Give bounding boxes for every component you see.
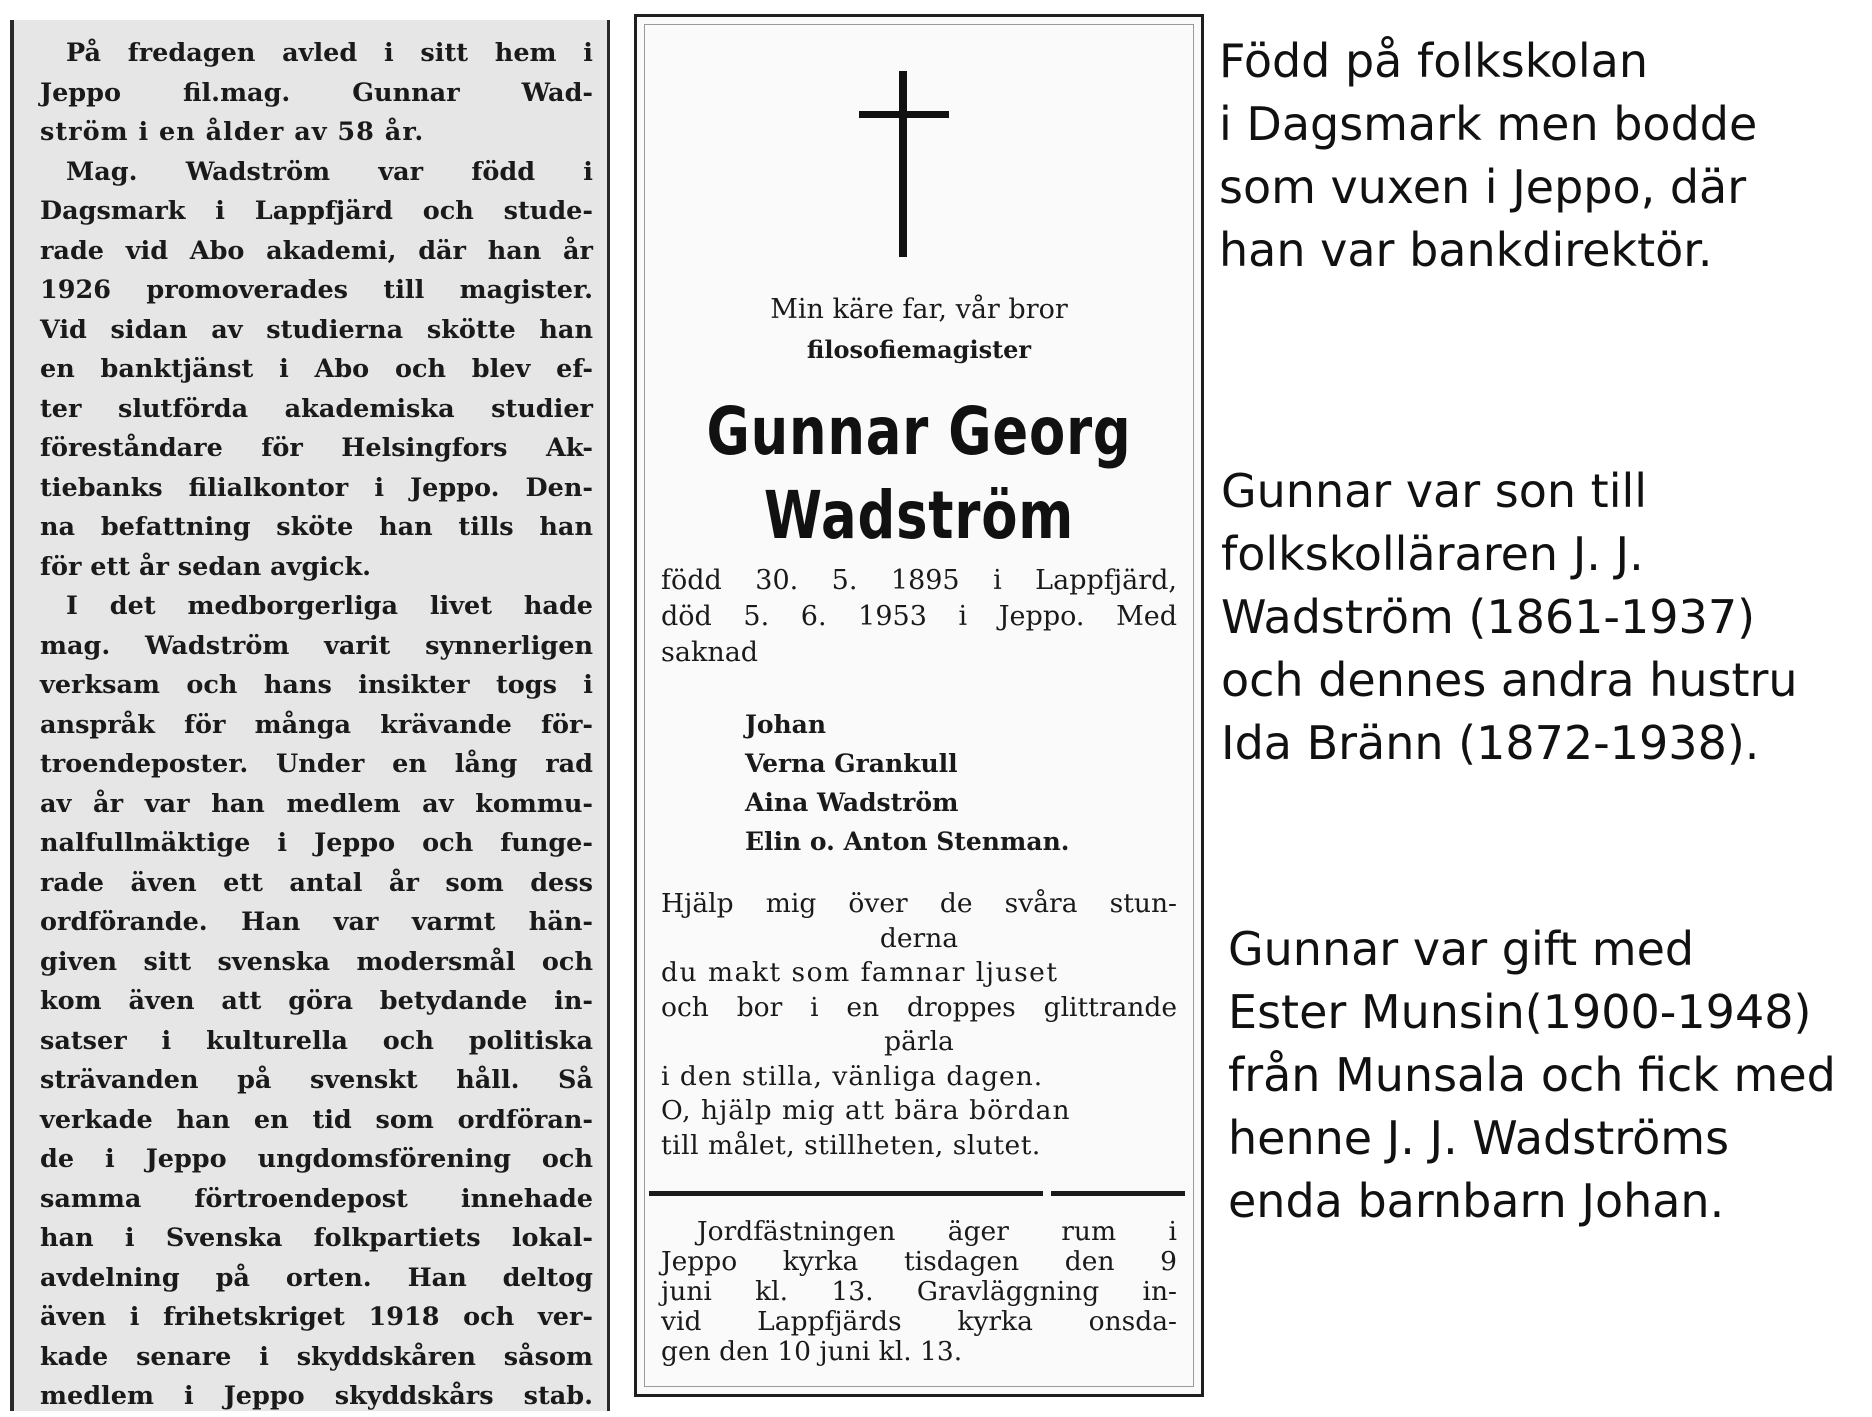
funeral-line: juni kl. 13. Gravläggning in- bbox=[661, 1276, 1177, 1307]
article-line: På fredagen avled i sitt hem i bbox=[66, 38, 593, 68]
news-article-clipping bbox=[10, 20, 610, 1411]
article-line: Vid sidan av studierna skötte han bbox=[40, 314, 593, 345]
article-line: ström i en ålder av 58 år. bbox=[40, 117, 425, 147]
article-line: nalfullmäktige i Jeppo och funge- bbox=[40, 828, 593, 858]
obituary-notice bbox=[634, 14, 1204, 1397]
article-line: strävanden på svenskt håll. Så bbox=[40, 1065, 593, 1095]
obituary-intro: Min käre far, vår bror bbox=[770, 294, 1068, 325]
article-line: I det medborgerliga livet hade bbox=[66, 591, 593, 621]
article-line: föreståndare för Helsingfors Ak- bbox=[40, 433, 593, 463]
poem-line: Hjälp mig över de svåra stun- bbox=[661, 888, 1177, 919]
article-line: kade senare i skyddskåren såsom bbox=[40, 1341, 593, 1372]
article-line: samma förtroendepost innehade bbox=[40, 1183, 593, 1214]
funeral-line: Jeppo kyrka tisdagen den 9 bbox=[661, 1246, 1177, 1277]
article-line: Mag. Wadström var född i bbox=[66, 156, 593, 187]
annotation-birth bbox=[1219, 30, 1757, 282]
deceased-name-line1: Gunnar Georg bbox=[706, 393, 1132, 470]
article-line: troendeposter. Under en lång rad bbox=[40, 749, 593, 779]
poem-line: och bor i en droppes glittrande bbox=[661, 991, 1177, 1023]
deceased-name-line2: Wadström bbox=[763, 477, 1075, 554]
divider-rule bbox=[649, 1191, 1043, 1196]
annotation-line: och dennes andra hustru bbox=[1221, 653, 1798, 707]
mourner-name: Johan bbox=[745, 710, 827, 739]
annotation-line: Ester Munsin(1900-1948) bbox=[1228, 985, 1812, 1039]
article-line: han i Svenska folkpartiets lokal- bbox=[40, 1223, 593, 1253]
article-line: given sitt svenska modersmål och bbox=[40, 946, 593, 977]
funeral-line: vid Lappfjärds kyrka onsda- bbox=[661, 1306, 1177, 1337]
funeral-announcement bbox=[661, 1217, 1177, 1367]
article-line: satser i kulturella och politiska bbox=[40, 1025, 593, 1056]
annotation-line: Gunnar var gift med bbox=[1228, 922, 1695, 976]
article-line: anspråk för många krävande för- bbox=[40, 709, 593, 740]
article-line: Jeppo fil.mag. Gunnar Wad- bbox=[40, 77, 593, 108]
annotation-line: han var bankdirektör. bbox=[1219, 223, 1713, 277]
divider-rule bbox=[1051, 1191, 1185, 1196]
article-line: även i frihetskriget 1918 och ver- bbox=[40, 1302, 593, 1332]
poem-line: derna bbox=[879, 922, 959, 954]
obituary-poem bbox=[661, 887, 1177, 1163]
annotation-line: från Munsala och fick med bbox=[1228, 1048, 1836, 1102]
mourner-name: Elin o. Anton Stenman. bbox=[745, 827, 1070, 856]
news-article-text bbox=[40, 34, 593, 1417]
mourner-name: Aina Wadström bbox=[745, 788, 959, 817]
latin-cross-icon bbox=[859, 71, 949, 257]
annotation-line: Gunnar var son till bbox=[1221, 464, 1648, 518]
annotation-line: enda barnbarn Johan. bbox=[1228, 1174, 1725, 1228]
article-line: rade vid Abo akademi, där han år bbox=[40, 235, 593, 266]
poem-line: till målet, stillheten, slutet. bbox=[661, 1129, 1041, 1161]
annotation-line: folkskolläraren J. J. bbox=[1221, 527, 1644, 581]
poem-line: i den stilla, vänliga dagen. bbox=[661, 1060, 1044, 1092]
article-line: en banktjänst i Abo och blev ef- bbox=[40, 354, 593, 384]
article-line: de i Jeppo ungdomsförening och bbox=[40, 1144, 593, 1174]
article-line: av år var han medlem av kommu- bbox=[40, 788, 593, 819]
dates-line: saknad bbox=[661, 637, 759, 668]
obituary-dates bbox=[661, 563, 1177, 671]
annotation-line: i Dagsmark men bodde bbox=[1219, 97, 1758, 151]
dates-line: född 30. 5. 1895 i Lappfjärd, bbox=[661, 565, 1177, 596]
annotation-line: henne J. J. Wadströms bbox=[1228, 1111, 1730, 1165]
mourner-name: Verna Grankull bbox=[745, 749, 958, 778]
annotation-marriage bbox=[1228, 918, 1836, 1233]
dates-line: död 5. 6. 1953 i Jeppo. Med bbox=[661, 601, 1177, 632]
article-line: rade även ett antal år som dess bbox=[40, 867, 593, 898]
article-line: Dagsmark i Lappfjärd och stude- bbox=[40, 196, 593, 226]
funeral-line: Jordfästningen äger rum i bbox=[697, 1216, 1177, 1247]
poem-line: O, hjälp mig att bära bördan bbox=[661, 1095, 1071, 1126]
annotation-line: som vuxen i Jeppo, där bbox=[1219, 160, 1747, 214]
annotation-line: Wadström (1861-1937) bbox=[1221, 590, 1756, 644]
article-line: avdelning på orten. Han deltog bbox=[40, 1262, 593, 1293]
annotation-line: Ida Bränn (1872-1938). bbox=[1221, 716, 1760, 770]
article-line: verksam och hans insikter togs i bbox=[40, 670, 593, 700]
mourners-list bbox=[745, 705, 1069, 861]
article-line: 1926 promoverades till magister. bbox=[40, 275, 593, 305]
article-line: kom även att göra betydande in- bbox=[40, 986, 593, 1016]
annotation-line: Född på folkskolan bbox=[1219, 34, 1648, 88]
article-line: verkade han en tid som ordföran- bbox=[40, 1104, 593, 1135]
article-line: ter slutförda akademiska studier bbox=[40, 393, 593, 424]
poem-line: pärla bbox=[884, 1026, 954, 1057]
funeral-line: gen den 10 juni kl. 13. bbox=[661, 1336, 963, 1367]
obituary-title: filosofiemagister bbox=[806, 335, 1032, 364]
poem-line: du makt som famnar ljuset bbox=[661, 957, 1059, 988]
article-line: medlem i Jeppo skyddskårs stab. bbox=[40, 1381, 593, 1411]
annotation-parents bbox=[1221, 460, 1798, 775]
article-line: ordförande. Han var varmt hän- bbox=[40, 907, 593, 937]
article-line: för ett år sedan avgick. bbox=[40, 551, 372, 582]
article-line: na befattning sköte han tills han bbox=[40, 512, 593, 542]
article-line: mag. Wadström varit synnerligen bbox=[40, 630, 593, 661]
article-line: tiebanks filialkontor i Jeppo. Den- bbox=[40, 472, 593, 503]
